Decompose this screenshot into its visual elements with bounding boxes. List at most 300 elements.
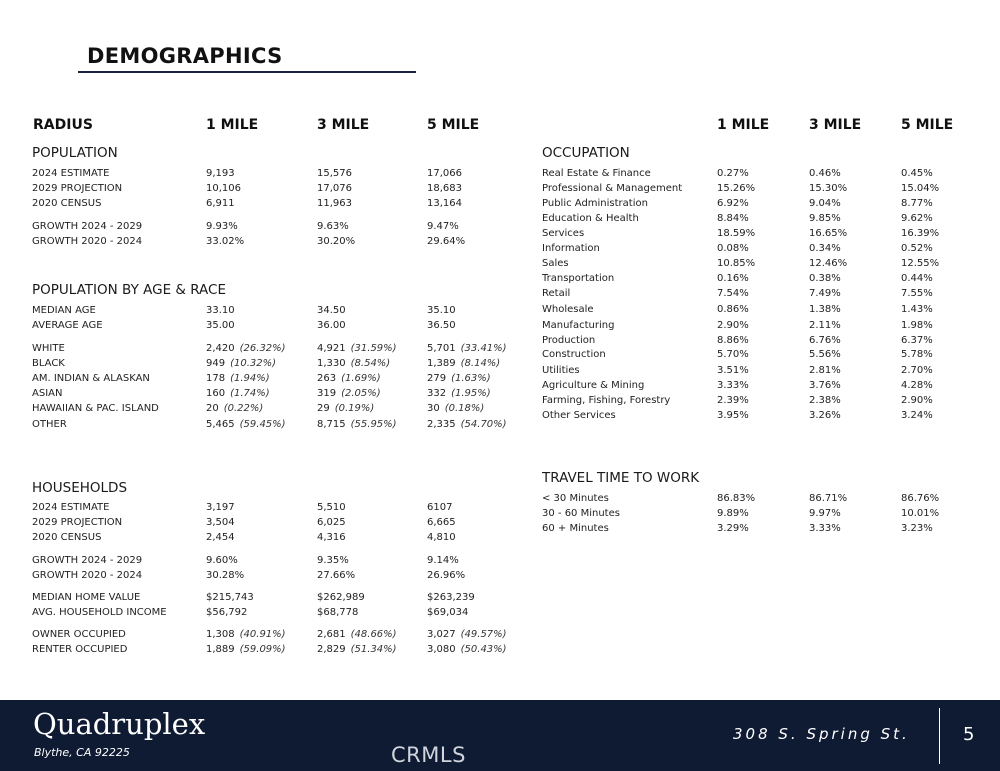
five-mile-value-text: 18,683 xyxy=(427,183,462,194)
five-mile-value-text: 26.96% xyxy=(427,570,466,581)
five-mile-header: 5 MILE xyxy=(427,117,480,133)
share-percent: (2.05%) xyxy=(341,388,381,399)
travel-time-section-title: TRAVEL TIME TO WORK xyxy=(542,470,700,486)
share-percent: (10.32%) xyxy=(230,358,277,369)
row-label xyxy=(32,627,126,642)
three-mile-value xyxy=(809,196,841,211)
occupation-row xyxy=(0,408,1000,423)
row-label-text: Utilities xyxy=(542,365,580,376)
five-mile-value xyxy=(901,393,933,408)
row-label-text: MEDIAN HOME VALUE xyxy=(32,592,141,603)
five-mile-value-text: 0.45% xyxy=(901,168,933,179)
five-mile-value-text: 7.55% xyxy=(901,288,933,299)
share-percent: (1.95%) xyxy=(451,388,491,399)
row-label-text: GROWTH 2024 - 2029 xyxy=(32,221,143,232)
three-mile-value xyxy=(809,318,841,333)
one-mile-value xyxy=(206,642,286,657)
one-mile-value xyxy=(206,627,286,642)
one-mile-value xyxy=(717,271,749,286)
three-mile-value xyxy=(809,302,841,317)
three-mile-value-text: 15,576 xyxy=(317,168,352,179)
five-mile-value-text: 12.55% xyxy=(901,258,940,269)
households-section-title: HOUSEHOLDS xyxy=(32,480,128,496)
row-label xyxy=(542,318,614,333)
five-mile-value xyxy=(901,286,933,301)
row-label xyxy=(542,347,606,362)
one-mile-value-text: 10,106 xyxy=(206,183,241,194)
three-mile-value-text: 27.66% xyxy=(317,570,356,581)
three-mile-value-text: $262,989 xyxy=(317,592,365,603)
occupation-one-mile-header: 1 MILE xyxy=(717,117,770,133)
occupation-three-mile-header: 3 MILE xyxy=(809,117,862,133)
row-label-text: Manufacturing xyxy=(542,320,615,331)
households-row xyxy=(0,627,1000,642)
row-label-text: Agriculture & Mining xyxy=(542,380,645,391)
one-mile-value-text: 0.16% xyxy=(717,273,749,284)
row-label-text: < 30 Minutes xyxy=(542,493,609,504)
share-percent: (40.91%) xyxy=(239,629,286,640)
one-mile-value-text: 3.95% xyxy=(717,410,749,421)
three-mile-value xyxy=(809,491,847,506)
five-mile-value-text: 3,080 xyxy=(427,644,456,655)
row-label-text: Retail xyxy=(542,288,571,299)
five-mile-value xyxy=(901,378,933,393)
five-mile-value-text: 35.10 xyxy=(427,305,456,316)
share-percent: (33.41%) xyxy=(460,343,507,354)
occupation-section-title: OCCUPATION xyxy=(542,145,630,161)
row-label-text: 2029 PROJECTION xyxy=(32,517,123,528)
share-percent: (8.54%) xyxy=(350,358,391,369)
share-percent: (50.43%) xyxy=(460,644,507,655)
row-label xyxy=(542,271,614,286)
one-mile-value xyxy=(717,318,749,333)
three-mile-value-text: 0.38% xyxy=(809,273,841,284)
row-label-text: Education & Health xyxy=(542,213,639,224)
one-mile-value-text: 3.29% xyxy=(717,523,749,534)
occupation-row xyxy=(0,256,1000,271)
one-mile-value xyxy=(717,521,749,536)
three-mile-value-text: 8,715 xyxy=(317,419,346,430)
five-mile-value-text: 332 xyxy=(427,388,447,399)
one-mile-value xyxy=(717,506,749,521)
five-mile-value-text: 86.76% xyxy=(901,493,940,504)
one-mile-value-text: 949 xyxy=(206,358,226,369)
five-mile-value-text: 29.64% xyxy=(427,236,466,247)
one-mile-value-text: 2,420 xyxy=(206,343,235,354)
one-mile-value-text: $215,743 xyxy=(206,592,254,603)
one-mile-value-text: 0.08% xyxy=(717,243,749,254)
three-mile-value xyxy=(317,568,355,583)
share-percent: (59.09%) xyxy=(239,644,286,655)
five-mile-value xyxy=(901,521,933,536)
one-mile-value-text: 8.86% xyxy=(717,335,749,346)
three-mile-value-text: 7.49% xyxy=(809,288,841,299)
five-mile-value xyxy=(901,347,933,362)
row-label-text: MEDIAN AGE xyxy=(32,305,96,316)
one-mile-value-text: 3.51% xyxy=(717,365,749,376)
three-mile-value-text: 263 xyxy=(317,373,337,384)
three-mile-value xyxy=(809,521,841,536)
one-mile-value-text: 33.02% xyxy=(206,236,245,247)
five-mile-value xyxy=(901,241,933,256)
five-mile-value xyxy=(901,318,933,333)
one-mile-value-text: 18.59% xyxy=(717,228,756,239)
one-mile-value-text: 9.60% xyxy=(206,555,238,566)
travel-row xyxy=(0,506,1000,521)
three-mile-value-text: 2.38% xyxy=(809,395,841,406)
five-mile-value xyxy=(901,363,933,378)
brand-name: Quadruplex xyxy=(33,707,206,741)
one-mile-value-text: 2,454 xyxy=(206,532,235,543)
five-mile-value-text: 279 xyxy=(427,373,447,384)
one-mile-value xyxy=(717,393,749,408)
three-mile-value xyxy=(809,241,841,256)
row-label-text: Sales xyxy=(542,258,569,269)
one-mile-value xyxy=(717,363,749,378)
occupation-row xyxy=(0,181,1000,196)
one-mile-value-text: 15.26% xyxy=(717,183,756,194)
five-mile-value-text: 5.78% xyxy=(901,349,933,360)
one-mile-value-text: 7.54% xyxy=(717,288,749,299)
row-label xyxy=(542,363,580,378)
five-mile-value-text: 10.01% xyxy=(901,508,940,519)
three-mile-value-text: 319 xyxy=(317,388,337,399)
one-mile-value-text: 2.39% xyxy=(717,395,749,406)
five-mile-value-text: 1.98% xyxy=(901,320,933,331)
one-mile-value-text: 0.86% xyxy=(717,304,749,315)
five-mile-value-text: 0.44% xyxy=(901,273,933,284)
share-percent: (0.22%) xyxy=(223,403,264,414)
five-mile-value-text: 3.23% xyxy=(901,523,933,534)
five-mile-value-text: 30 xyxy=(427,403,440,414)
five-mile-value-text: 17,066 xyxy=(427,168,462,179)
share-percent: (55.95%) xyxy=(350,419,397,430)
three-mile-value-text: 1.38% xyxy=(809,304,841,315)
three-mile-value-text: 5.56% xyxy=(809,349,841,360)
occupation-row xyxy=(0,378,1000,393)
three-mile-value xyxy=(809,256,847,271)
occupation-row xyxy=(0,211,1000,226)
three-mile-value-text: 30.20% xyxy=(317,236,356,247)
row-label-text: 2024 ESTIMATE xyxy=(32,168,110,179)
five-mile-value xyxy=(427,553,459,568)
one-mile-value-text: 3.33% xyxy=(717,380,749,391)
five-mile-value-text: 6.37% xyxy=(901,335,933,346)
share-percent: (8.14%) xyxy=(460,358,501,369)
three-mile-value-text: 2,829 xyxy=(317,644,346,655)
three-mile-value-text: 34.50 xyxy=(317,305,346,316)
one-mile-value xyxy=(717,181,755,196)
travel-row xyxy=(0,521,1000,536)
row-label-text: OWNER OCCUPIED xyxy=(32,629,126,640)
three-mile-value xyxy=(317,590,365,605)
row-label xyxy=(542,378,644,393)
three-mile-value xyxy=(809,181,847,196)
one-mile-value-text: 0.27% xyxy=(717,168,749,179)
three-mile-value-text: 2.81% xyxy=(809,365,841,376)
travel-row xyxy=(0,491,1000,506)
row-label xyxy=(542,211,639,226)
occupation-five-mile-header: 5 MILE xyxy=(901,117,954,133)
row-label xyxy=(32,642,127,657)
page-title: DEMOGRAPHICS xyxy=(87,44,283,68)
row-label-text: AVG. HOUSEHOLD INCOME xyxy=(32,607,167,618)
five-mile-value xyxy=(427,605,468,620)
three-mile-value-text: $68,778 xyxy=(317,607,359,618)
three-mile-value xyxy=(809,393,841,408)
row-label xyxy=(542,286,570,301)
three-mile-value-text: 36.00 xyxy=(317,320,346,331)
row-label-text: 2029 PROJECTION xyxy=(32,183,123,194)
five-mile-value xyxy=(427,627,507,642)
row-label xyxy=(542,393,670,408)
three-mile-value-text: 12.46% xyxy=(809,258,848,269)
share-percent: (49.57%) xyxy=(460,629,507,640)
one-mile-value-text: 30.28% xyxy=(206,570,245,581)
five-mile-value-text: 16.39% xyxy=(901,228,940,239)
five-mile-value xyxy=(901,211,933,226)
five-mile-value xyxy=(427,642,507,657)
five-mile-value xyxy=(901,408,933,423)
row-label xyxy=(542,166,651,181)
three-mile-value xyxy=(809,271,841,286)
three-mile-value xyxy=(809,166,841,181)
three-mile-value xyxy=(809,211,841,226)
share-percent: (1.69%) xyxy=(341,373,381,384)
five-mile-value-text: 9.47% xyxy=(427,221,459,232)
three-mile-value-text: 3.33% xyxy=(809,523,841,534)
row-label-text: Real Estate & Finance xyxy=(542,168,651,179)
row-label-text: Information xyxy=(542,243,600,254)
three-mile-value-text: 9.35% xyxy=(317,555,349,566)
three-mile-value-text: 16.65% xyxy=(809,228,848,239)
one-mile-value-text: 3,504 xyxy=(206,517,235,528)
row-label-text: 2020 CENSUS xyxy=(32,532,102,543)
one-mile-value xyxy=(717,196,749,211)
three-mile-value-text: 17,076 xyxy=(317,183,352,194)
row-label xyxy=(32,568,142,583)
occupation-row xyxy=(0,363,1000,378)
three-mile-value xyxy=(809,408,841,423)
one-mile-value xyxy=(717,286,749,301)
row-label-text: Transportation xyxy=(542,273,615,284)
share-percent: (54.70%) xyxy=(460,419,507,430)
households-row xyxy=(0,553,1000,568)
one-mile-value-text: 9,193 xyxy=(206,168,235,179)
three-mile-value-text: 6.76% xyxy=(809,335,841,346)
row-label-text: 2020 CENSUS xyxy=(32,198,102,209)
occupation-row xyxy=(0,271,1000,286)
row-label-text: RENTER OCCUPIED xyxy=(32,644,128,655)
row-label-text: Professional & Management xyxy=(542,183,683,194)
occupation-row xyxy=(0,226,1000,241)
age-race-section-title: POPULATION BY AGE & RACE xyxy=(32,282,226,298)
one-mile-value xyxy=(206,605,247,620)
three-mile-value-text: 86.71% xyxy=(809,493,848,504)
one-mile-value-text: 9.93% xyxy=(206,221,238,232)
five-mile-value xyxy=(901,256,939,271)
row-label xyxy=(542,302,594,317)
three-mile-value-text: 9.04% xyxy=(809,198,841,209)
one-mile-value-text: 6,911 xyxy=(206,198,235,209)
five-mile-value-text: 6,665 xyxy=(427,517,456,528)
row-label-text: Other Services xyxy=(542,410,616,421)
share-percent: (59.45%) xyxy=(239,419,286,430)
three-mile-value-text: 2,681 xyxy=(317,629,346,640)
occupation-row xyxy=(0,302,1000,317)
three-mile-value xyxy=(809,333,841,348)
row-label-text: GROWTH 2020 - 2024 xyxy=(32,570,143,581)
three-mile-value-text: 9.97% xyxy=(809,508,841,519)
five-mile-value-text: 5,701 xyxy=(427,343,456,354)
three-mile-header: 3 MILE xyxy=(317,117,370,133)
occupation-row xyxy=(0,241,1000,256)
three-mile-value xyxy=(809,378,841,393)
property-city: Blythe, CA 92225 xyxy=(34,746,130,759)
row-label xyxy=(542,333,595,348)
three-mile-value-text: 9.85% xyxy=(809,213,841,224)
five-mile-value xyxy=(901,491,939,506)
row-label xyxy=(542,408,616,423)
five-mile-value-text: 4.28% xyxy=(901,380,933,391)
row-label xyxy=(542,241,600,256)
one-mile-value xyxy=(206,590,254,605)
five-mile-value-text: 36.50 xyxy=(427,320,456,331)
three-mile-value-text: 3.76% xyxy=(809,380,841,391)
three-mile-value-text: 3.26% xyxy=(809,410,841,421)
watermark: CRMLS xyxy=(391,743,466,767)
share-percent: (1.94%) xyxy=(230,373,270,384)
occupation-row xyxy=(0,393,1000,408)
five-mile-value-text: 9.62% xyxy=(901,213,933,224)
one-mile-value-text: $56,792 xyxy=(206,607,248,618)
five-mile-value-text: 15.04% xyxy=(901,183,940,194)
five-mile-value-text: 2.90% xyxy=(901,395,933,406)
row-label xyxy=(32,590,140,605)
five-mile-value xyxy=(901,271,933,286)
three-mile-value xyxy=(317,605,358,620)
five-mile-value-text: 4,810 xyxy=(427,532,456,543)
occupation-row xyxy=(0,196,1000,211)
row-label xyxy=(32,553,142,568)
row-label xyxy=(542,491,609,506)
row-label xyxy=(542,181,682,196)
one-mile-value-text: 1,308 xyxy=(206,629,235,640)
row-label-text: Services xyxy=(542,228,585,239)
one-mile-value-text: 10.85% xyxy=(717,258,756,269)
one-mile-value-text: 3,197 xyxy=(206,502,235,513)
row-label-text: WHITE xyxy=(32,343,65,354)
three-mile-value-text: 6,025 xyxy=(317,517,346,528)
three-mile-value-text: 29 xyxy=(317,403,330,414)
three-mile-value-text: 11,963 xyxy=(317,198,352,209)
one-mile-value-text: 2.90% xyxy=(717,320,749,331)
one-mile-value-text: 20 xyxy=(206,403,219,414)
households-row xyxy=(0,642,1000,657)
five-mile-value-text: 1,389 xyxy=(427,358,456,369)
footer-divider xyxy=(939,708,940,764)
one-mile-value-text: 33.10 xyxy=(206,305,235,316)
row-label-text: 30 - 60 Minutes xyxy=(542,508,620,519)
five-mile-value-text: $69,034 xyxy=(427,607,469,618)
property-address: 308 S. Spring St. xyxy=(733,725,910,743)
row-label-text: 2024 ESTIMATE xyxy=(32,502,110,513)
one-mile-value xyxy=(717,211,749,226)
five-mile-value xyxy=(901,166,933,181)
five-mile-value-text: 6107 xyxy=(427,502,453,513)
households-row xyxy=(0,568,1000,583)
row-label-text: GROWTH 2020 - 2024 xyxy=(32,236,143,247)
three-mile-value xyxy=(317,642,397,657)
five-mile-value xyxy=(901,302,933,317)
three-mile-value-text: 0.46% xyxy=(809,168,841,179)
share-percent: (26.32%) xyxy=(239,343,286,354)
radius-header: RADIUS xyxy=(33,117,93,133)
five-mile-value-text: 13,164 xyxy=(427,198,462,209)
row-label-text: Wholesale xyxy=(542,304,594,315)
three-mile-value xyxy=(809,363,841,378)
five-mile-value-text: 3,027 xyxy=(427,629,456,640)
three-mile-value-text: 0.34% xyxy=(809,243,841,254)
five-mile-value-text: $263,239 xyxy=(427,592,475,603)
one-mile-value-text: 35.00 xyxy=(206,320,235,331)
page-number: 5 xyxy=(963,724,975,745)
row-label-text: OTHER xyxy=(32,419,67,430)
one-mile-value-text: 5,465 xyxy=(206,419,235,430)
occupation-row xyxy=(0,166,1000,181)
three-mile-value xyxy=(809,506,841,521)
row-label-text: Public Administration xyxy=(542,198,648,209)
households-row xyxy=(0,605,1000,620)
occupation-row xyxy=(0,318,1000,333)
row-label xyxy=(542,506,620,521)
households-row xyxy=(0,590,1000,605)
one-mile-value xyxy=(717,256,755,271)
title-underline xyxy=(78,71,416,73)
one-mile-value-text: 9.89% xyxy=(717,508,749,519)
row-label-text: BLACK xyxy=(32,358,65,369)
one-mile-value xyxy=(717,408,749,423)
share-percent: (0.19%) xyxy=(334,403,375,414)
one-mile-value xyxy=(206,568,244,583)
three-mile-value xyxy=(809,347,841,362)
three-mile-value-text: 2.11% xyxy=(809,320,841,331)
row-label-text: Construction xyxy=(542,349,606,360)
share-percent: (51.34%) xyxy=(350,644,397,655)
one-mile-value xyxy=(717,241,749,256)
five-mile-value xyxy=(427,568,465,583)
one-mile-value xyxy=(717,302,749,317)
one-mile-value-text: 86.83% xyxy=(717,493,756,504)
share-percent: (1.63%) xyxy=(451,373,491,384)
row-label xyxy=(542,256,569,271)
row-label xyxy=(32,605,167,620)
row-label xyxy=(542,226,584,241)
one-mile-value xyxy=(717,333,749,348)
one-mile-value-text: 6.92% xyxy=(717,198,749,209)
five-mile-value-text: 9.14% xyxy=(427,555,459,566)
row-label-text: GROWTH 2024 - 2029 xyxy=(32,555,143,566)
occupation-row xyxy=(0,333,1000,348)
five-mile-value xyxy=(901,506,939,521)
three-mile-value xyxy=(317,553,349,568)
five-mile-value-text: 3.24% xyxy=(901,410,933,421)
one-mile-value xyxy=(717,347,749,362)
three-mile-value-text: 5,510 xyxy=(317,502,346,513)
one-mile-value xyxy=(206,553,238,568)
five-mile-value-text: 2.70% xyxy=(901,365,933,376)
three-mile-value-text: 15.30% xyxy=(809,183,848,194)
